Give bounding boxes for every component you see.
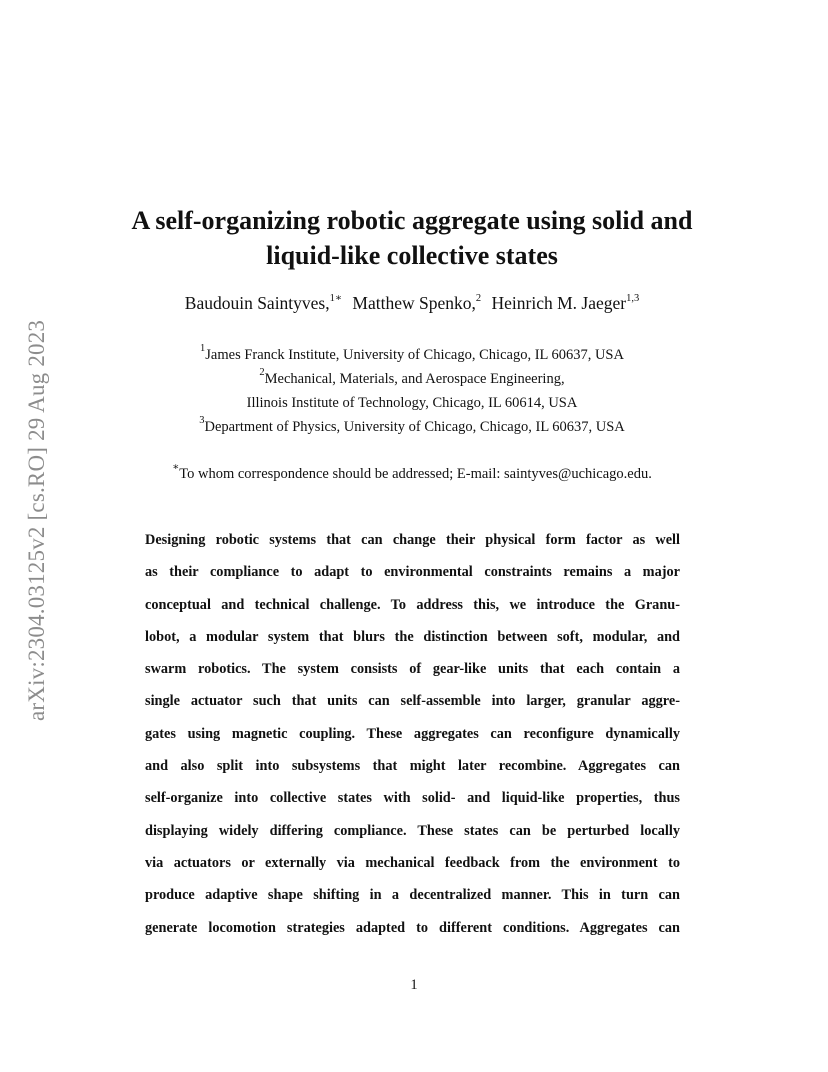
author-affiliation-mark: 2: [475, 293, 482, 304]
correspondence-mark: ∗: [172, 462, 180, 473]
abstract-line: self-organize into collective states with solid- and liquid-like properties, thus: [145, 790, 680, 807]
author: [491, 293, 639, 313]
correspondence-note: [60, 462, 764, 483]
abstract-line: single actuator such that units can self-assemble into larger, granular aggre-: [145, 693, 680, 710]
affiliation-text: Illinois Institute of Technology, Chicago, IL 60614, USA: [246, 395, 578, 411]
abstract-line: Designing robotic systems that can change their physical form factor as well: [145, 532, 680, 548]
abstract-line: displaying widely differing compliance. These states can be perturbed locally: [145, 822, 680, 839]
affiliation-text: James Franck Institute, University of Chicago, Chicago, IL 60637, USA: [205, 347, 624, 363]
abstract-line: conceptual and technical challenge. To address this, we introduce the Granu-: [145, 596, 680, 613]
affiliation-line: [60, 367, 764, 391]
affiliations: [60, 343, 764, 439]
page-number: 1: [410, 977, 418, 993]
author-affiliation-mark: 1,3: [626, 293, 640, 304]
arxiv-identifier: arXiv:2304.03125v2 [cs.RO] 29 Aug 2023: [24, 319, 49, 721]
author-list: [60, 293, 764, 314]
author-name: Heinrich M. Jaeger: [491, 293, 627, 313]
affiliation-mark: 2: [259, 367, 265, 378]
affiliation-text: Mechanical, Materials, and Aerospace Engineering,: [264, 371, 565, 387]
correspondence-text: To whom correspondence should be addressed; E-mail: saintyves@uchicago.edu.: [179, 466, 652, 482]
author: [185, 293, 342, 313]
title-line-1: A self-organizing robotic aggregate using solid and: [131, 206, 693, 235]
abstract-line: as their compliance to adapt to environmental constraints remains a major: [145, 564, 680, 581]
abstract-line: lobot, a modular system that blurs the distinction between soft, modular, and: [145, 628, 680, 645]
affiliation-line: [60, 391, 764, 415]
author-name: Matthew Spenko,: [352, 293, 476, 313]
author-name: Baudouin Saintyves,: [184, 293, 330, 313]
abstract: [145, 524, 680, 944]
affiliation-line: [60, 415, 764, 439]
paper-title: [60, 203, 764, 273]
affiliation-line: [60, 343, 764, 367]
abstract-line: swarm robotics. The system consists of gear-like units that each contain a: [145, 661, 680, 678]
abstract-line: generate locomotion strategies adapted to different conditions. Aggregates can: [145, 919, 680, 936]
author: [352, 293, 481, 313]
abstract-line: and also split into subsystems that might later recombine. Aggregates can: [145, 758, 680, 775]
title-line-2: liquid-like collective states: [266, 241, 558, 270]
affiliation-mark: 1: [200, 343, 206, 354]
abstract-line: gates using magnetic coupling. These aggregates can reconfigure dynamically: [145, 725, 680, 742]
affiliation-text: Department of Physics, University of Chicago, Chicago, IL 60637, USA: [204, 419, 625, 435]
abstract-line: produce adaptive shape shifting in a decentralized manner. This in turn can: [145, 887, 680, 904]
abstract-line: via actuators or externally via mechanical feedback from the environment to: [145, 854, 680, 871]
author-affiliation-mark: 1∗: [329, 293, 343, 304]
affiliation-mark: 3: [199, 415, 205, 426]
